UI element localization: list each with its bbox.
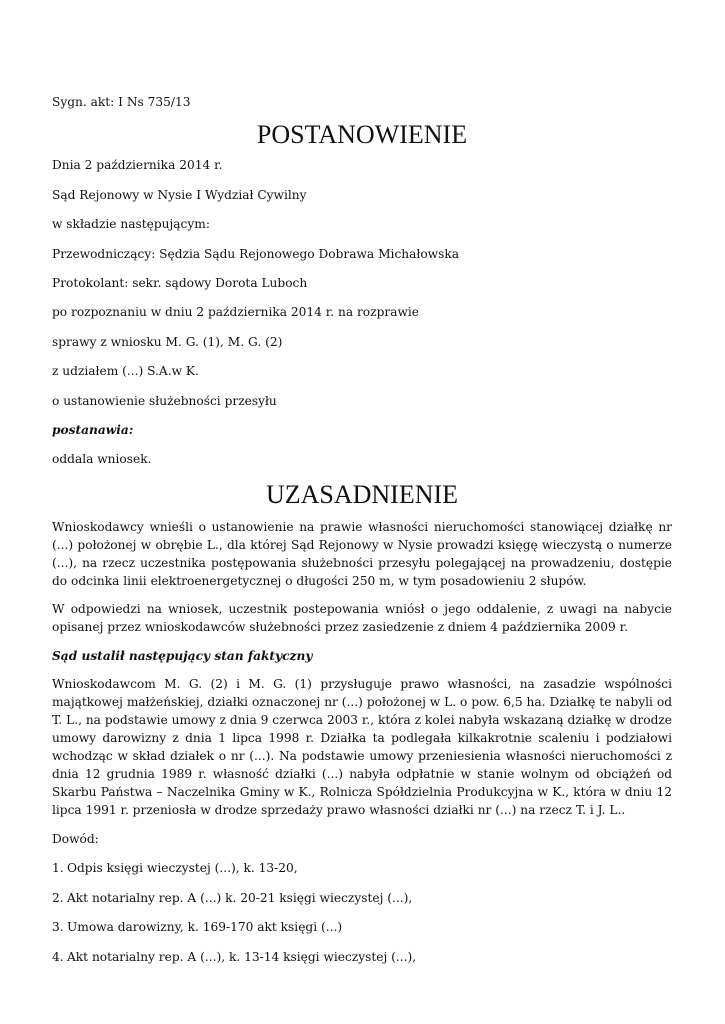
evidence-list [52,859,672,966]
justification-paragraph-1: Wnioskodawcy wnieśli o ustanowienie na prawie własności nieruchomości stanowiącej działkę nr (...) położonej w obrębie L., dla której Sąd Rejonowy w Nysie prowadzi księgę wieczystą o numerze (...), na rzecz uczestnika postępowania służebności przesyłu polegającej na prowadzeniu, dostępie do odcinka linii elektroenergetycznej o długości 250 m, w tym posadowieniu 2 słupów. [52,519,672,588]
evidence-text: Akt notarialny rep. A (...) k. 20-21 księgi wieczystej (...), [67,890,413,905]
facts-heading: Sąd ustalił następujący stan faktyczny [52,648,313,663]
composition-label: w składzie następującym: [52,217,210,232]
justification-paragraph-2: W odpowiedzi na wniosek, uczestnik postepowania wniósł o jego oddalenie, z uwagi na nabycie opisanej przez wnioskodawców służebności przez zasiedzenie z dniem 4 października 2009 r. [52,602,672,635]
evidence-number: 4. [52,949,64,964]
evidence-text: Akt notarialny rep. A (...), k. 13-14 księgi wieczystej (...), [67,949,417,964]
justification-title: UZASADNIENIE [265,479,459,509]
decision-header-lines [52,156,672,409]
ruling-label: postanawia: [52,422,134,437]
evidence-item [52,859,672,877]
document-body [52,93,672,977]
justification-paragraph-3: Wnioskodawcom M. G. (2) i M. G. (1) przysługuje prawo własności, na zasadzie wspólności majątkowej małżeńskiej, działki oznaczonej nr (...) położonej w L. o pow. 6,5 ha. Działkę te nabyli od T. L., na podstawie umowy z dnia 9 czerwca 2003 r., która z kolei nabyła wskazaną działkę w drodze umowy darowizny z dnia 1 lipca 1998 r. Działka ta podlegała kilkakrotnie scaleniu i podziałowi wchodząc w skład działek o nr (...). Na podstawie umowy przeniesienia własności nieruchomości z dnia 12 grudnia 1989 r. własność działki (...) nabyła odpłatnie w stanie wolnym od obciążeń od Skarbu Państwa – Naczelnika Gminy w K., Rolnicza Spółdzielnia Produkcyjna w K., która w dniu 12 lipca 1991 r. przeniosła w drodze sprzedaży prawo własności działki nr (...) na rzecz T. i J. L.. [52,677,672,818]
presiding-judge: Przewodniczący: Sędzia Sądu Rejonowego Dobrawa Michałowska [52,246,460,261]
court-name: Sąd Rejonowy w Nysie I Wydział Cywilny [52,187,307,202]
evidence-item [52,889,672,907]
evidence-text: Umowa darowizny, k. 169-170 akt księgi (...) [67,920,343,935]
evidence-item [52,948,672,966]
evidence-label: Dowód: [52,831,99,846]
ruling-text: oddala wniosek. [52,452,152,467]
decision-date: Dnia 2 października 2014 r. [52,158,223,173]
applicants: sprawy z wniosku M. G. (1), M. G. (2) [52,334,283,349]
case-number: Sygn. akt: I Ns 735/13 [52,95,191,109]
decision-title: POSTANOWIENIE [256,120,468,150]
court-clerk: Protokolant: sekr. sądowy Dorota Luboch [52,275,308,290]
case-subject: o ustanowienie służebności przesyłu [52,393,277,408]
evidence-number: 1. [52,861,64,876]
hearing-info: po rozpoznaniu w dniu 2 października 2014 r. na rozprawie [52,305,420,320]
evidence-text: Odpis księgi wieczystej (...), k. 13-20, [67,861,298,876]
participant: z udziałem (...) S.A.w K. [52,364,199,379]
evidence-number: 2. [52,890,64,905]
evidence-item [52,918,672,936]
evidence-number: 3. [52,920,64,935]
